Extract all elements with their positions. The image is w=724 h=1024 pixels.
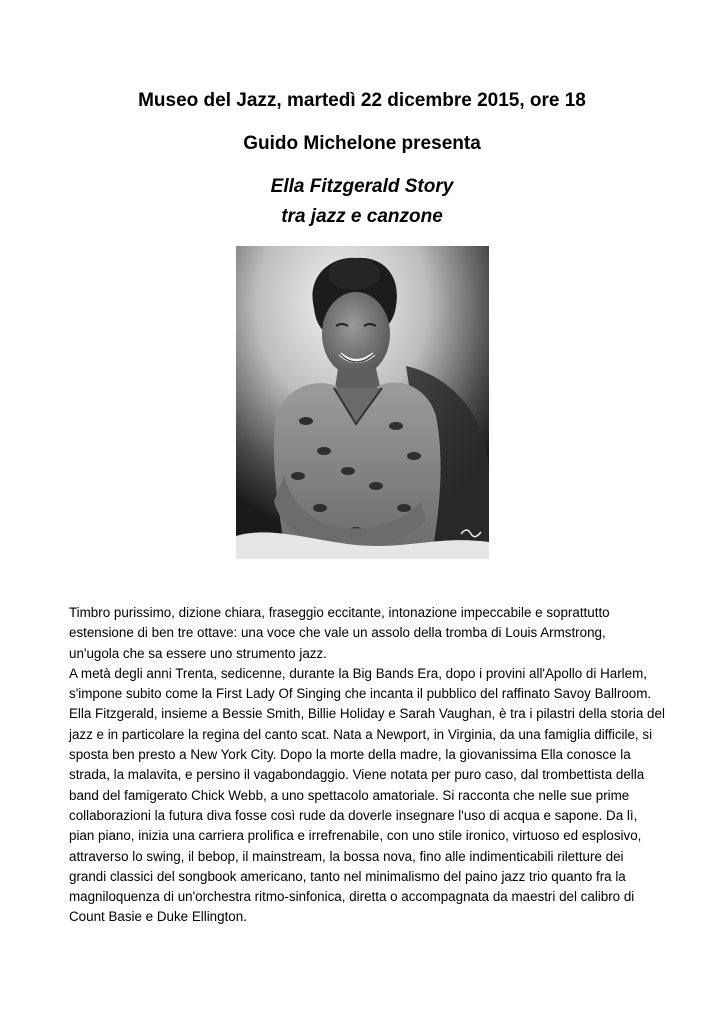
portrait-photo	[236, 246, 489, 559]
body-line: s'impone subito come la First Lady Of Singing che incanta il pubblico del raffinato Savoy Ballroom.	[69, 686, 652, 702]
body-line: Ella Fitzgerald, insieme a Bessie Smith, Billie Holiday e Sarah Vaughan, è tra i pilastri della storia del	[69, 706, 665, 722]
body-line: Timbro purissimo, dizione chiara, fraseggio eccitante, intonazione impeccabile e soprattutto	[69, 605, 610, 620]
body-line: estensione di ben tre ottave: una voce che vale un assolo della tromba di Louis Armstrong,	[69, 625, 606, 641]
body-line: Count Basie e Duke Ellington.	[69, 909, 247, 925]
body-line: attraverso lo swing, il bebop, il mainstream, la bossa nova, fino alle indimenticabili riletture dei	[69, 848, 624, 864]
body-line: sposta ben presto a New York City. Dopo la morte della madre, la giovanissima Ella conosce la	[69, 747, 631, 763]
body-line: band del famigerato Chick Webb, a uno spettacolo amatoriale. Si racconta che nelle sue prime	[69, 787, 630, 803]
body-line: jazz e in particolare la regina del canto scat. Nata a Newport, in Virginia, da una famiglia difficile, si	[69, 726, 653, 742]
body-line: A metà degli anni Trenta, sedicenne, durante la Big Bands Era, dopo i provini all'Apollo di Harlem,	[69, 665, 647, 681]
body-line: strada, la malavita, e persino il vagabondaggio. Viene notata per puro caso, dal trombettista della	[69, 767, 645, 783]
event-title: Ella Fitzgerald Story	[270, 176, 454, 197]
body-line: magniloquenza di un'orchestra ritmo-sinfonica, diretta o accompagnata da maestri del calibro di	[69, 889, 635, 905]
event-subtitle: tra jazz e canzone	[281, 206, 443, 227]
body-line: collaborazioni la futura diva fosse così rude da doverle insegnare l'uso di acqua e sapone. Da lì,	[69, 807, 638, 823]
body-line: un'ugola che sa essere uno strumento jazz.	[69, 645, 327, 661]
body-line: pian piano, inizia una carriera prolifica e irrefrenabile, con uno stile ironico, virtuoso ed esplosivo,	[69, 828, 642, 844]
body-line: grandi classici del songbook americano, tanto nel minimalismo del paino jazz trio quanto fra la	[69, 868, 626, 884]
portrait-illustration	[236, 246, 489, 559]
presenter-heading: Guido Michelone presenta	[243, 133, 481, 154]
body-paragraph	[69, 603, 669, 928]
event-info-heading: Museo del Jazz, martedì 22 dicembre 2015, ore 18	[138, 90, 586, 111]
